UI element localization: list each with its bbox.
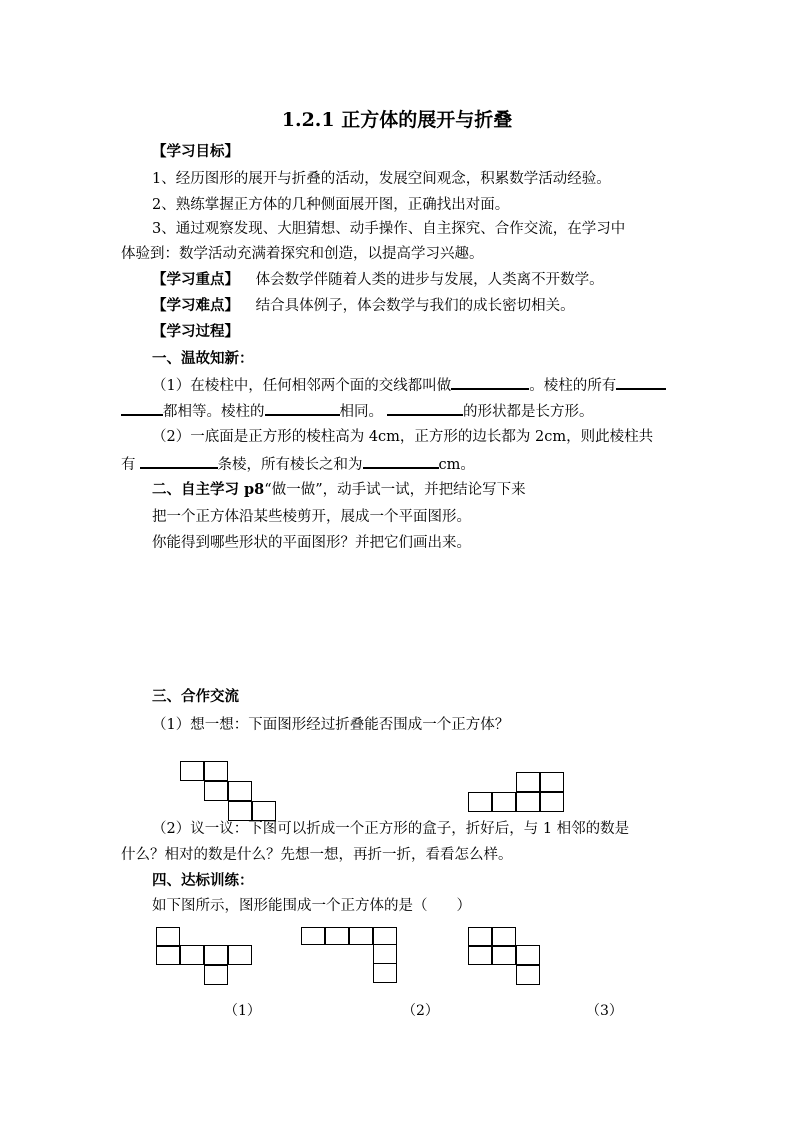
answer-blank (140, 455, 218, 469)
net-square (156, 945, 180, 965)
review-q1-line1 (152, 376, 666, 395)
net-square (373, 944, 397, 964)
answer-blank (616, 376, 666, 390)
review-q2-text: 条棱，所有棱长之和为 (217, 457, 363, 473)
cooperation-q2-line2: 什么？相对的数是什么？先想一想，再折一折，看看怎么样。 (121, 847, 513, 863)
net-square (516, 772, 540, 792)
self-study-heading (152, 481, 526, 499)
net-square (228, 801, 252, 821)
figure-label: （2） (402, 1003, 439, 1019)
cooperation-q2-line1: （2）议一议：下图可以折成一个正方形的盒子，折好后，与 1 相邻的数是 (152, 821, 630, 837)
net-square (204, 781, 228, 801)
objective-item: 1、经历图形的展开与折叠的活动，发展空间观念，积累数学活动经验。 (152, 171, 611, 187)
net-square (180, 761, 204, 781)
net-square (516, 965, 540, 985)
net-square (492, 945, 516, 965)
process-heading: 【学习过程】 (152, 323, 239, 340)
net-square (204, 945, 228, 965)
review-q2-text: 有 (121, 457, 136, 473)
net-square (516, 945, 540, 965)
practice-question: 如下图所示，图形能围成一个正方体的是（ ） (152, 898, 471, 914)
net-square (228, 781, 252, 801)
review-q1-text: 都相等。棱柱的 (163, 404, 265, 420)
figure-label: （3） (586, 1003, 623, 1019)
practice-heading: 四、达标训练： (152, 872, 254, 889)
review-q2-line2 (121, 455, 475, 474)
review-q1-text: 。棱柱的所有 (529, 378, 617, 394)
key-point (152, 271, 604, 289)
self-study-heading-text: 二、自主学习 p8 (152, 481, 265, 498)
answer-blank (451, 376, 529, 390)
net-square (373, 963, 397, 983)
net-square (468, 945, 492, 965)
review-q1-text: （1）在棱柱中，任何相邻两个面的交线都叫做 (152, 378, 452, 394)
difficulty-text: 结合具体例子，体会数学与我们的成长密切相关。 (255, 298, 575, 314)
self-study-heading-rest: “做一做”，动手试一试，并把结论写下来 (264, 482, 526, 498)
review-q2-line1: （2）一底面是正方形的棱柱高为 4cm，正方形的边长都为 2cm，则此棱柱共 (152, 429, 654, 445)
net-square (252, 801, 276, 821)
cooperation-q1: （1）想一想：下面图形经过折叠能否围成一个正方体？ (152, 717, 510, 733)
net-square (540, 772, 564, 792)
answer-blank (265, 402, 340, 416)
net-square (156, 927, 180, 947)
answer-blank (121, 402, 163, 416)
figure-label: （1） (224, 1003, 261, 1019)
net-square (492, 927, 516, 947)
key-point-label: 【学习重点】 (152, 271, 239, 288)
net-square (373, 927, 397, 945)
review-q1-text: 的形状都是长方形。 (463, 404, 594, 420)
net-square (204, 965, 228, 985)
net-square (301, 927, 325, 945)
cooperation-heading: 三、合作交流 (152, 688, 239, 705)
answer-blank (387, 402, 463, 416)
key-point-text: 体会数学伴随着人类的进步与发展，人类离不开数学。 (255, 272, 604, 288)
review-q1-text: 相同。 (339, 404, 383, 420)
review-q2-text: cm。 (438, 457, 475, 473)
review-heading: 一、温故知新： (152, 350, 254, 367)
objective-item: 体验到：数学活动充满着探究和创造，以提高学习兴趣。 (121, 246, 484, 262)
review-q1-line2 (121, 402, 594, 421)
objective-item: 2、熟练掌握正方体的几种侧面展开图，正确找出对面。 (152, 197, 510, 213)
net-square (180, 945, 204, 965)
self-study-line: 你能得到哪些形状的平面图形？并把它们画出来。 (152, 535, 471, 551)
net-square (468, 927, 492, 947)
net-square (468, 792, 492, 812)
net-square (204, 761, 228, 781)
net-square (516, 792, 540, 812)
net-square (325, 927, 349, 945)
answer-blank (363, 455, 439, 469)
net-square (228, 945, 252, 965)
objectives-heading: 【学习目标】 (152, 143, 239, 160)
difficulty (152, 297, 575, 315)
net-square (492, 792, 516, 812)
self-study-line: 把一个正方体沿某些棱剪开，展成一个平面图形。 (152, 509, 471, 525)
net-square (540, 792, 564, 812)
objective-item: 3、通过观察发现、大胆猜想、动手操作、自主探究、合作交流，在学习中 (152, 221, 626, 237)
page-title: 1.2.1 正方体的展开与折叠 (281, 109, 513, 131)
difficulty-label: 【学习难点】 (152, 297, 239, 314)
net-square (349, 927, 373, 945)
